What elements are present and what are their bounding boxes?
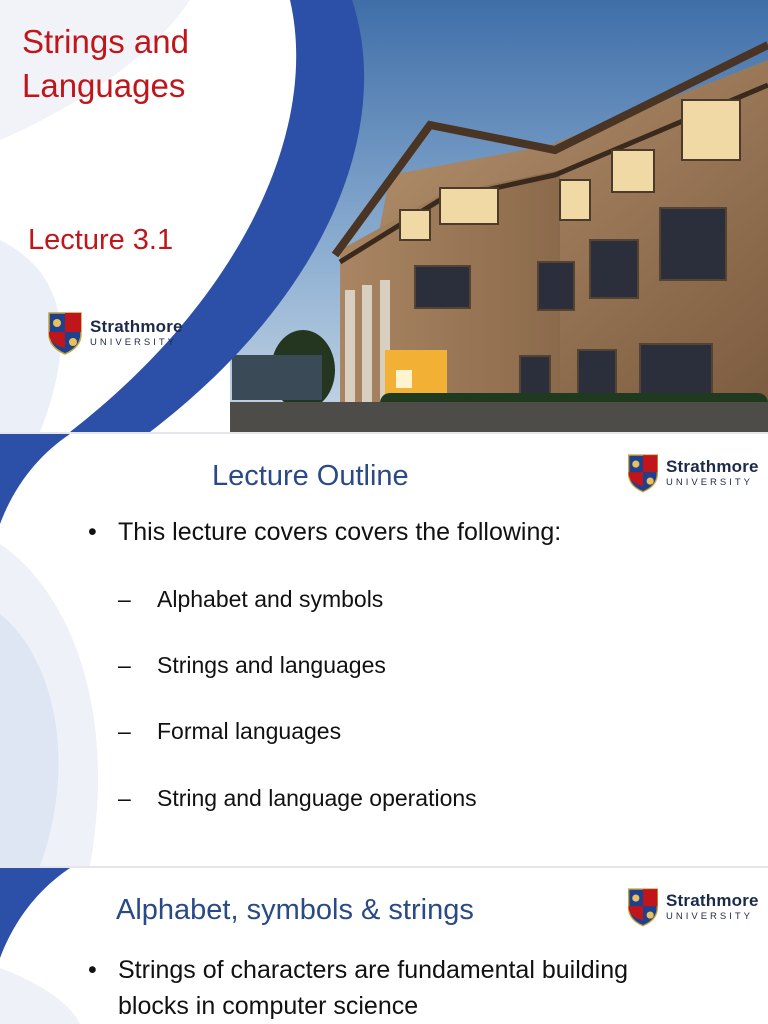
content-slide	[0, 868, 768, 1024]
bullet-text: This lecture covers covers the following:	[118, 518, 562, 546]
crest-icon	[626, 452, 660, 494]
dash-icon: –	[118, 652, 131, 678]
outline-slide	[0, 434, 768, 866]
bullet-icon: •	[88, 518, 97, 546]
crest-icon	[46, 310, 84, 356]
bullet-item	[88, 518, 748, 547]
sub-item	[118, 586, 383, 613]
dash-icon: –	[118, 718, 131, 744]
title-line-2: Languages	[22, 67, 186, 104]
logo-name: Strathmore	[666, 891, 759, 911]
crest-icon	[626, 886, 660, 928]
slide-title: Alphabet, symbols & strings	[116, 894, 474, 926]
bullet-text-line-1: Strings of characters are fundamental building	[118, 956, 629, 984]
dash-icon: –	[118, 785, 131, 811]
logo-name: Strathmore	[90, 317, 183, 337]
sub-item-text: Formal languages	[157, 718, 342, 744]
university-logo	[626, 886, 759, 928]
lecture-number: Lecture 3.1	[28, 224, 174, 256]
logo-name: Strathmore	[666, 457, 759, 477]
sub-item	[118, 652, 386, 679]
sub-item-text: Alphabet and symbols	[157, 586, 384, 612]
logo-subtitle: UNIVERSITY	[666, 477, 754, 489]
sub-item-text: Strings and languages	[157, 652, 386, 678]
logo-subtitle: UNIVERSITY	[666, 911, 754, 923]
title-slide	[0, 0, 768, 432]
sub-item	[118, 785, 477, 812]
bullet-icon: •	[88, 956, 97, 984]
bullet-item	[88, 952, 748, 1024]
sub-item-text: String and language operations	[157, 785, 477, 811]
bullet-text-line-2: blocks in computer science	[118, 992, 419, 1020]
university-logo	[626, 452, 759, 494]
title-line-1: Strings and	[22, 23, 189, 60]
logo-subtitle: UNIVERSITY	[90, 337, 178, 349]
university-logo	[46, 310, 183, 356]
slide-title	[22, 20, 189, 108]
sub-item	[118, 718, 341, 745]
slide-title: Lecture Outline	[212, 460, 409, 492]
dash-icon: –	[118, 586, 131, 612]
